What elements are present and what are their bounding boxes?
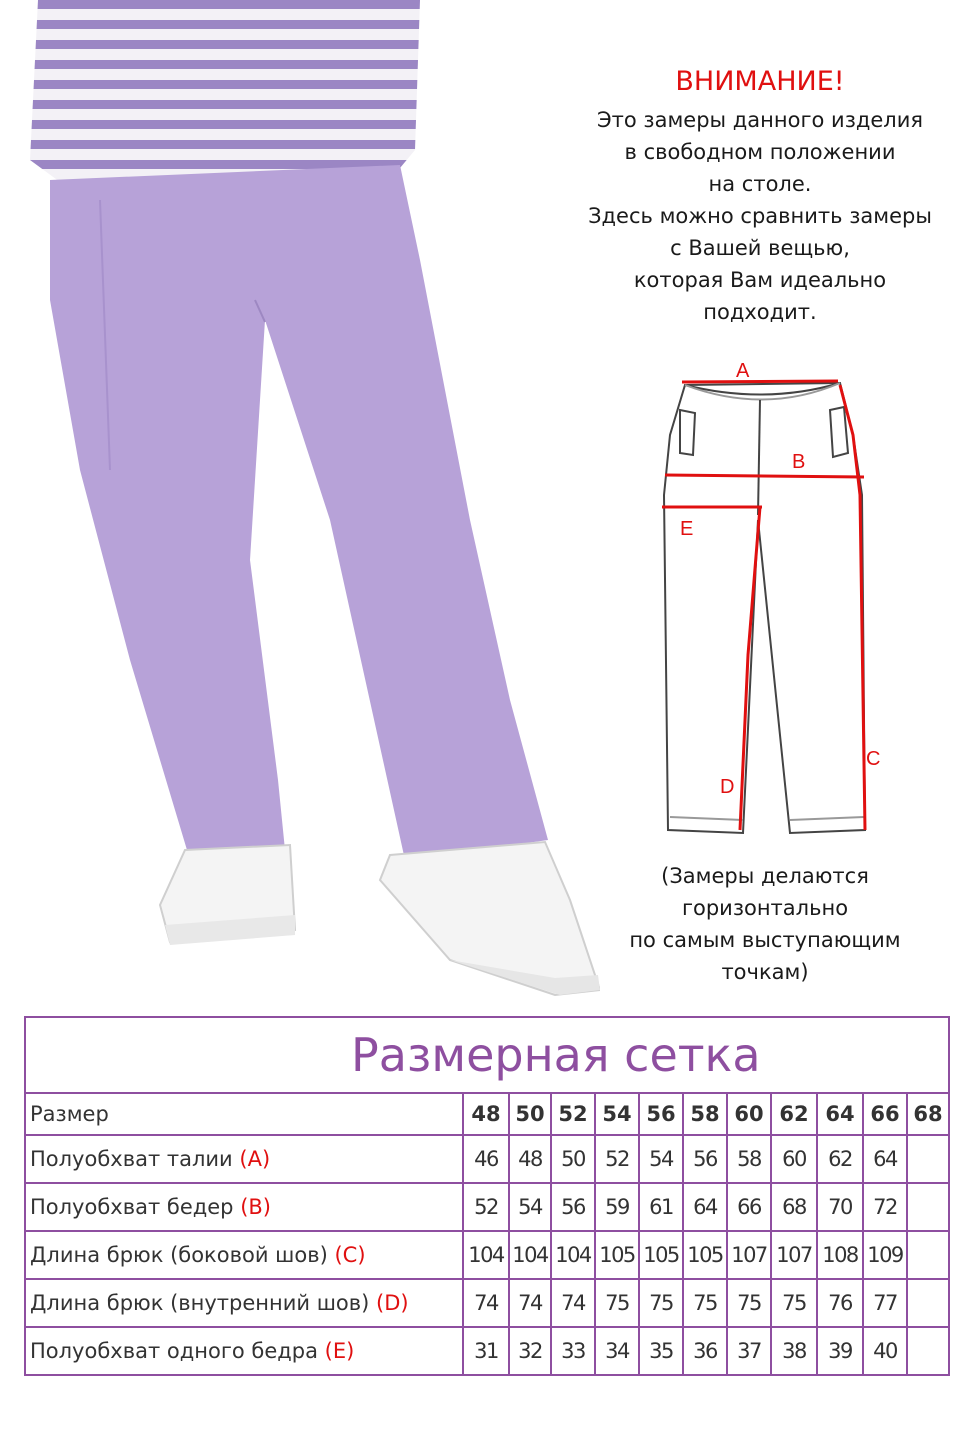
value-cell: 66 <box>727 1183 771 1231</box>
value-cell: 31 <box>463 1327 509 1375</box>
row-label: Полуобхват бедер <box>30 1195 234 1219</box>
value-cell: 40 <box>863 1327 907 1375</box>
line-a <box>682 381 838 382</box>
footnote-line: точкам) <box>721 960 809 984</box>
value-cell: 50 <box>551 1135 595 1183</box>
size-cell: 52 <box>551 1093 595 1135</box>
value-cell: 108 <box>817 1231 863 1279</box>
footnote-line: по самым выступающим <box>629 928 901 952</box>
value-cell: 37 <box>727 1327 771 1375</box>
product-photo <box>0 0 600 1000</box>
row-mark: (B) <box>240 1195 271 1219</box>
value-cell: 107 <box>727 1231 771 1279</box>
size-label: Размер <box>25 1093 463 1135</box>
value-cell: 33 <box>551 1327 595 1375</box>
value-cell: 59 <box>595 1183 639 1231</box>
value-cell: 64 <box>683 1183 727 1231</box>
value-cell: 74 <box>509 1279 551 1327</box>
value-cell: 61 <box>639 1183 683 1231</box>
value-cell: 64 <box>863 1135 907 1183</box>
size-cell: 66 <box>863 1093 907 1135</box>
value-cell <box>907 1231 949 1279</box>
value-cell: 105 <box>639 1231 683 1279</box>
value-cell: 36 <box>683 1327 727 1375</box>
value-cell: 38 <box>771 1327 817 1375</box>
value-cell: 52 <box>595 1135 639 1183</box>
row-label: Длина брюк (боковой шов) <box>30 1243 328 1267</box>
notice-title: ВНИМАНИЕ! <box>675 66 845 97</box>
table-row-thigh <box>25 1327 949 1375</box>
value-cell: 54 <box>639 1135 683 1183</box>
footnote-line: горизонтально <box>681 896 849 920</box>
notice-line: в свободном положении <box>624 140 896 164</box>
size-cell: 48 <box>463 1093 509 1135</box>
value-cell: 104 <box>509 1231 551 1279</box>
value-cell: 77 <box>863 1279 907 1327</box>
value-cell: 32 <box>509 1327 551 1375</box>
value-cell: 52 <box>463 1183 509 1231</box>
value-cell: 46 <box>463 1135 509 1183</box>
value-cell <box>907 1279 949 1327</box>
notice-line: Это замеры данного изделия <box>596 108 923 132</box>
value-cell: 75 <box>771 1279 817 1327</box>
line-c <box>840 385 865 830</box>
trousers <box>50 165 548 860</box>
size-chart-table <box>24 1016 950 1376</box>
footnote-line: (Замеры делаются <box>661 864 869 888</box>
size-cell: 68 <box>907 1093 949 1135</box>
value-cell: 109 <box>863 1231 907 1279</box>
value-cell: 34 <box>595 1327 639 1375</box>
striped-top <box>30 0 420 182</box>
value-cell: 75 <box>683 1279 727 1327</box>
size-cell: 54 <box>595 1093 639 1135</box>
value-cell <box>907 1183 949 1231</box>
value-cell: 35 <box>639 1327 683 1375</box>
value-cell: 72 <box>863 1183 907 1231</box>
row-mark: (C) <box>334 1243 366 1267</box>
notice-line: Здесь можно сравнить замеры <box>588 204 932 228</box>
table-row-sizes <box>25 1093 949 1135</box>
footnote-block <box>600 860 930 988</box>
row-label: Длина брюк (внутренний шов) <box>30 1291 370 1315</box>
value-cell: 56 <box>683 1135 727 1183</box>
label-a: A <box>736 360 750 382</box>
value-cell: 74 <box>463 1279 509 1327</box>
row-mark: (A) <box>239 1147 271 1171</box>
value-cell <box>907 1135 949 1183</box>
table-row-hips <box>25 1183 949 1231</box>
size-cell: 56 <box>639 1093 683 1135</box>
value-cell: 68 <box>771 1183 817 1231</box>
value-cell <box>907 1327 949 1375</box>
notice-line: которая Вам идеально <box>633 268 887 292</box>
trousers-outline <box>664 383 865 833</box>
value-cell: 105 <box>595 1231 639 1279</box>
table-row-side-length <box>25 1231 949 1279</box>
value-cell: 76 <box>817 1279 863 1327</box>
value-cell: 62 <box>817 1135 863 1183</box>
label-c: C <box>866 748 881 770</box>
row-label: Полуобхват одного бедра <box>30 1339 318 1363</box>
size-cell: 50 <box>509 1093 551 1135</box>
value-cell: 75 <box>595 1279 639 1327</box>
label-d: D <box>720 776 735 798</box>
right-sneaker <box>380 842 600 995</box>
value-cell: 39 <box>817 1327 863 1375</box>
size-cell: 58 <box>683 1093 727 1135</box>
value-cell: 105 <box>683 1231 727 1279</box>
value-cell: 56 <box>551 1183 595 1231</box>
notice-line: на столе. <box>708 172 812 196</box>
value-cell: 104 <box>551 1231 595 1279</box>
table-row-inner-length <box>25 1279 949 1327</box>
value-cell: 54 <box>509 1183 551 1231</box>
label-b: B <box>792 451 806 473</box>
row-mark: (E) <box>324 1339 355 1363</box>
value-cell: 75 <box>727 1279 771 1327</box>
table-caption: Размерная сетка <box>25 1017 949 1093</box>
value-cell: 107 <box>771 1231 817 1279</box>
size-cell: 62 <box>771 1093 817 1135</box>
value-cell: 70 <box>817 1183 863 1231</box>
value-cell: 75 <box>639 1279 683 1327</box>
value-cell: 104 <box>463 1231 509 1279</box>
trousers-measurement-diagram <box>640 355 890 845</box>
notice-line: подходит. <box>703 300 817 324</box>
table-row-waist <box>25 1135 949 1183</box>
notice-line: с Вашей вещью, <box>670 236 850 260</box>
size-cell: 64 <box>817 1093 863 1135</box>
row-label: Полуобхват талии <box>30 1147 233 1171</box>
label-e: E <box>680 518 694 540</box>
left-sneaker <box>160 845 295 945</box>
value-cell: 48 <box>509 1135 551 1183</box>
value-cell: 60 <box>771 1135 817 1183</box>
row-mark: (D) <box>376 1291 409 1315</box>
line-b <box>665 475 864 477</box>
value-cell: 74 <box>551 1279 595 1327</box>
notice-block <box>560 60 960 328</box>
size-cell: 60 <box>727 1093 771 1135</box>
value-cell: 58 <box>727 1135 771 1183</box>
